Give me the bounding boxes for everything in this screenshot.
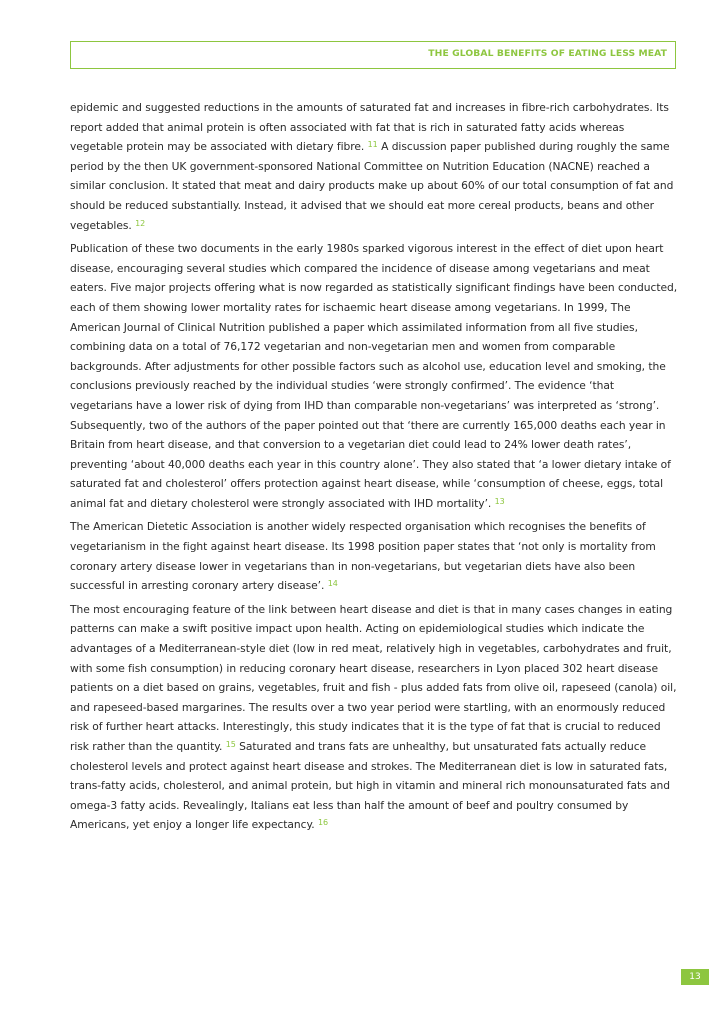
body-text [70,98,680,839]
footnote-ref: 11 [367,140,378,150]
page-number: 13 [681,969,709,985]
paragraph-3: The American Dietetic Association is another widely respected organisation which recognises the benefits of vegetarianism in the fight against heart disease. Its 1998 position paper states that ‘not only is mortality from coronary artery disease lower in vegetarians than in non-vegetarians, but vegetarian diets have also been successful in arresting coronary artery disease’. $^{14}$ [70,520,656,593]
paragraph-4: The most encouraging feature of the link between heart disease and diet is that in many cases changes in eating patterns can make a swift positive impact upon health. Acting on epidemiological studies which indicate the advantages of a Mediterranean-style diet (low in red meat, relatively high in vegetables, carbohydrates and fruit, with some fish consumption) in reducing coronary heart disease, researchers in Lyon placed 302 heart disease patients on a diet based on grains, vegetables, fruit and fish - plus added fats from olive oil, rapeseed (canola) oil, and rapeseed-based margarines. The results over a two year period were startling, with an enormously reduced risk of further heart attacks. Interestingly, this study indicates that it is the type of fat that is crucial to reduced risk rather than the quantity. $^{15}$ Saturated and trans fats are unhealthy, but unsaturated fats actually reduce cholesterol levels and protect against heart disease and strokes. The Mediterranean diet is low in saturated fats, trans-fatty acids, cholesterol, and animal protein, but high in vitamin and mineral rich monounsaturated fats and omega-3 fatty acids. Revealingly, Italians eat less than half the amount of beef and poultry consumed by Americans, yet enjoy a longer life expectancy. $^{16}$ [70,602,677,832]
footnote-ref: 12 [135,218,146,228]
footnote-ref: 15 [225,740,236,749]
footnote-ref: 16 [317,818,329,828]
footnote-ref: 13 [494,496,505,506]
running-header-title: THE GLOBAL BENEFITS OF EATING LESS MEAT [428,48,667,59]
running-header [70,41,676,69]
paragraph-1: epidemic and suggested reductions in the amounts of saturated fat and increases in fibre-rich carbohydrates. Its report added that animal protein is often associated with fat that is rich in saturated fatty acids whereas vegetable protein may be associated with dietary fibre. $^{11}$ A discussion paper published during roughly the same period by the then UK government-sponsored National Committee on Nutrition Education (NACNE) reached a similar conclusion. It stated that meat and dairy products make up about 60% of our total consumption of fat and should be reduced substantially. Instead, it advised that we should eat more cereal products, beans and other vegetables. $^{12}$ [70,101,674,232]
paragraph-2: Publication of these two documents in the early 1980s sparked vigorous interest in the effect of diet upon heart disease, encouraging several studies which compared the incidence of disease among vegetarians and meat eaters. Five major projects offering what is now regarded as statistically significant findings have been conducted, each of them showing lower mortality rates for ischaemic heart disease among vegetarians. In 1999, The American Journal of Clinical Nutrition published a paper which assimilated information from all five studies, combining data on a total of 76,172 vegetarian and non-vegetarian men and women from comparable backgrounds. After adjustments for other possible factors such as alcohol use, education level and smoking, the conclusions previously reached by the individual studies ‘were strongly confirmed’. The evidence ‘that vegetarians have a lower risk of dying from IHD than comparable non-vegetarians’ was interpreted as ‘strong’. Subsequently, two of the authors of the paper pointed out that ‘there are currently 165,000 deaths each year in Britain from heart disease, and that conversion to a vegetarian diet could lead to 24% lower death rates’, preventing ‘about 40,000 deaths each year in this country alone’. They also stated that ‘a lower dietary intake of saturated fat and cholesterol’ offers protection against heart disease, while ‘consumption of cheese, eggs, total animal fat and dietary cholesterol were strongly associated with IHD mortality’. $^{13}$ [70,242,678,510]
footnote-ref: 14 [327,579,338,589]
